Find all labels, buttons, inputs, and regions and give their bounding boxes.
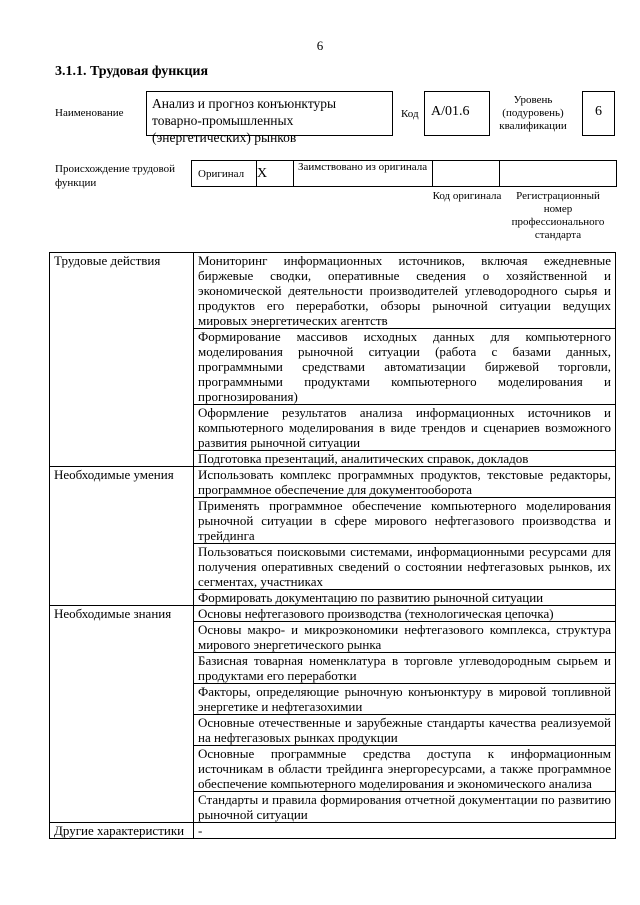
original-mark: X xyxy=(257,161,294,187)
origin-table xyxy=(191,160,617,187)
table-row xyxy=(50,606,616,622)
name-label: Наименование xyxy=(55,107,124,119)
item-cell: Оформление результатов анализа информационных источников и компьютерного моделирования в виде трендов и сценариев возможного развития рыночной ситуации xyxy=(194,405,616,451)
item-cell: Основы макро- и микроэкономики нефтегазового комплекса, структура мирового энергетического рынка xyxy=(194,622,616,653)
item-cell: Основы нефтегазового производства (технологическая цепочка) xyxy=(194,606,616,622)
table-row xyxy=(50,253,616,329)
registration-number-cell xyxy=(500,161,617,187)
item-cell: Мониторинг информационных источников, включая ежедневные биржевые сводки, оперативные сведения о хозяйственной и экономической деятельности производителей углеводородного сырья и продуктов его переработки, обзоры рыночной ситуации ведущих мировых энергетических агентств xyxy=(194,253,616,329)
item-cell: Применять программное обеспечение компьютерного моделирования рыночной ситуации в сфере мирового нефтегазового производства и трейдинга xyxy=(194,498,616,544)
level-label: Уровень (подуровень) квалификации xyxy=(499,94,567,132)
item-cell: Факторы, определяющие рыночную конъюнктуру в мировой топливной энергетике и нефтегазохимии xyxy=(194,684,616,715)
item-cell: Основные отечественные и зарубежные стандарты качества реализуемой на нефтегазовых рынках продукции xyxy=(194,715,616,746)
item-cell: Формирование массивов исходных данных для компьютерного моделирования рыночной ситуации (работа с базами данных, программными средствами автоматизации биржевой торговли, программными продуктами компьютерного моделирования и прогнозирования) xyxy=(194,329,616,405)
section-title: 3.1.1. Трудовая функция xyxy=(55,64,209,79)
code-original-label: Код оригинала xyxy=(432,190,502,202)
original-code-cell xyxy=(433,161,500,187)
item-cell: Формировать документацию по развитию рыночной ситуации xyxy=(194,590,616,606)
function-code-field: А/01.6 xyxy=(424,91,490,136)
original-label: Оригинал xyxy=(192,161,257,187)
borrowed-label: Заимствовано из оригинала xyxy=(294,161,433,187)
category-cell: Необходимые умения xyxy=(50,467,194,606)
function-name-field: Анализ и прогноз конъюнктуры товарно-промышленных (энергетических) рынков xyxy=(146,91,393,136)
table-row xyxy=(50,467,616,498)
category-cell: Необходимые знания xyxy=(50,606,194,823)
item-cell: Использовать комплекс программных продуктов, текстовые редакторы, программное обеспечение для документооборота xyxy=(194,467,616,498)
registration-label: Регистрационный номер профессионального стандарта xyxy=(511,190,605,241)
origin-label: Происхождение трудовой функции xyxy=(55,163,176,189)
function-details-table xyxy=(49,252,616,839)
item-cell: Пользоваться поисковыми системами, информационными ресурсами для получения оперативных сведений о состоянии нефтегазовых рынков, их сегментах, участниках xyxy=(194,544,616,590)
page-number: 6 xyxy=(316,38,324,53)
item-cell: Основные программные средства доступа к информационным источникам в области трейдинга энергоресурсами, а также программное обеспечение компьютерного моделирования и экономического анализа xyxy=(194,746,616,792)
category-cell: Другие характеристики xyxy=(50,823,194,839)
code-label: Код xyxy=(401,108,419,120)
table-row xyxy=(50,823,616,839)
item-cell: Подготовка презентаций, аналитических справок, докладов xyxy=(194,451,616,467)
item-cell: Базисная товарная номенклатура в торговле углеводородным сырьем и продуктами его переработки xyxy=(194,653,616,684)
qualification-level-field: 6 xyxy=(582,91,615,136)
item-cell: Стандарты и правила формирования отчетной документации по развитию рыночной ситуации xyxy=(194,792,616,823)
category-cell: Трудовые действия xyxy=(50,253,194,467)
item-cell: - xyxy=(194,823,616,839)
